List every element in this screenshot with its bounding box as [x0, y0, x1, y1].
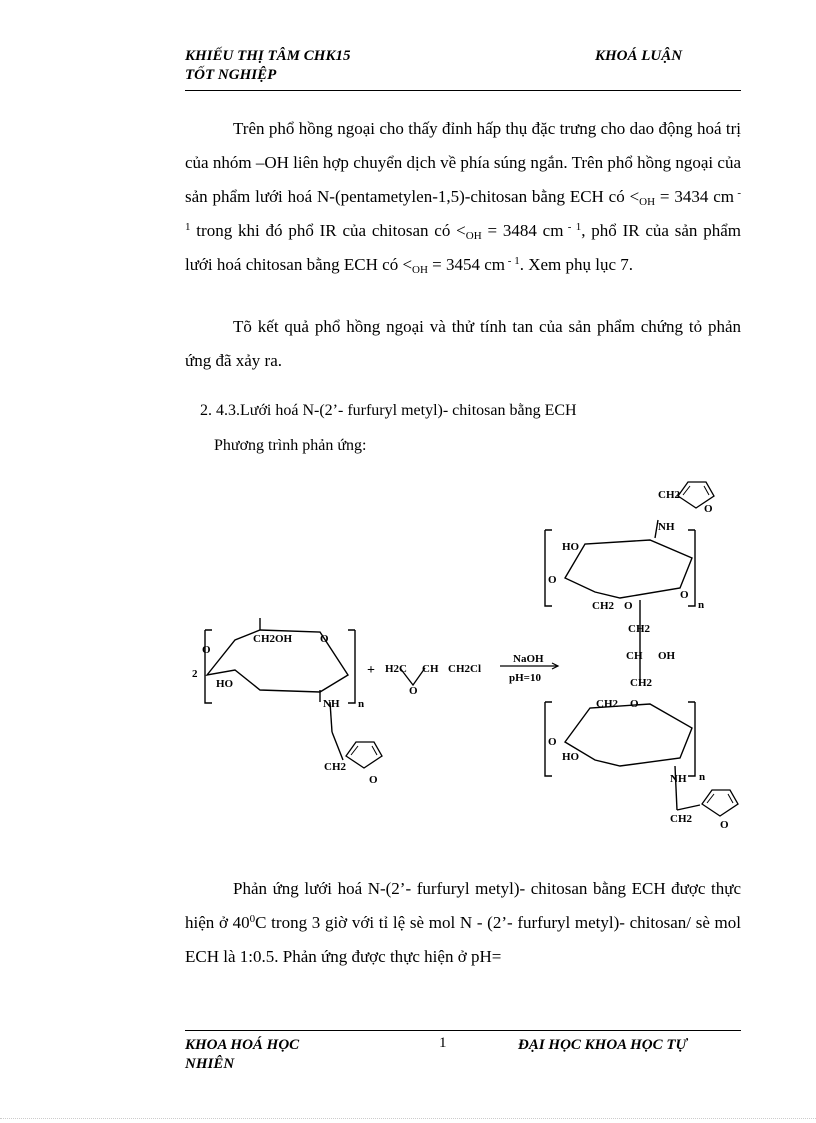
- reaction-conditions: [509, 653, 544, 684]
- svg-text:CH2: CH2: [596, 698, 618, 710]
- svg-text:O: O: [369, 774, 378, 786]
- svg-text:NaOH: NaOH: [513, 653, 544, 665]
- svg-text:CH: CH: [422, 663, 439, 675]
- svg-text:O: O: [704, 503, 713, 515]
- svg-text:CH2OH: CH2OH: [253, 633, 293, 645]
- svg-text:NH: NH: [670, 773, 687, 785]
- reaction-scheme: [180, 470, 760, 850]
- svg-text:H2C: H2C: [385, 663, 407, 675]
- svg-text:pH=10: pH=10: [509, 672, 541, 684]
- svg-text:n: n: [699, 771, 706, 783]
- svg-text:O: O: [720, 819, 729, 831]
- product-crosslinked: [545, 482, 738, 816]
- paragraph-reaction-conditions: Phản ứng lưới hoá N-(2’- furfuryl metyl)- chitosan bằng ECH được thực hiện ở $40^0C$ trong 3 giờ với tỉ lệ sè mol N - (2’- furfuryl metyl)- chitosan/ sè mol ECH là 1:0.5. Phản ứng được thực hiện ở pH=: [185, 879, 742, 966]
- header-author: KHIẾU THỊ TÂM CHK15: [185, 48, 351, 64]
- footer-rule: [185, 1030, 741, 1031]
- svg-text:+: +: [367, 663, 375, 678]
- svg-text:NH: NH: [323, 698, 340, 710]
- svg-text:CH: CH: [626, 650, 643, 662]
- paragraph-conclusion: Tõ kết quả phổ hồng ngoại và thử tính tan của sản phẩm chứng tỏ phản ứng đã xảy ra.: [185, 317, 741, 370]
- svg-text:O: O: [680, 589, 689, 601]
- svg-text:CH2: CH2: [592, 600, 614, 612]
- svg-text:OH: OH: [658, 650, 676, 662]
- reagent-ech-labels: [385, 663, 481, 697]
- svg-text:O: O: [630, 698, 639, 710]
- footer-university: ĐẠI HỌC KHOA HỌC TỰ: [518, 1037, 688, 1053]
- svg-text:CH2Cl: CH2Cl: [448, 663, 481, 675]
- reactant-labels: [192, 633, 378, 786]
- svg-text:CH2: CH2: [324, 761, 346, 773]
- svg-text:HO: HO: [216, 678, 234, 690]
- svg-text:O: O: [202, 644, 211, 656]
- svg-text:CH2: CH2: [670, 813, 692, 825]
- header-rule: [185, 90, 741, 91]
- section-heading: 2. 4.3.Lưới hoá N-(2’- furfuryl metyl)- chitosan bằng ECH: [200, 402, 577, 419]
- equation-label: Phương trình phản ứng:: [214, 437, 367, 454]
- svg-text:O: O: [548, 736, 557, 748]
- svg-text:n: n: [358, 698, 365, 710]
- page-edge: [0, 1118, 816, 1119]
- footer-faculty-line2: NHIÊN: [185, 1056, 235, 1072]
- footer-faculty: KHOA HOÁ HỌC: [185, 1037, 300, 1053]
- svg-text:HO: HO: [562, 541, 580, 553]
- svg-text:O: O: [548, 574, 557, 586]
- svg-text:CH2: CH2: [630, 677, 652, 689]
- reactant-chitosan: [205, 618, 382, 768]
- svg-text:O: O: [320, 633, 329, 645]
- svg-text:HO: HO: [562, 751, 580, 763]
- svg-text:CH2: CH2: [628, 623, 650, 635]
- reaction-scheme-svg: [180, 470, 760, 850]
- svg-text:O: O: [624, 600, 633, 612]
- page-number: 1: [439, 1035, 447, 1051]
- svg-text:CH2: CH2: [658, 489, 680, 501]
- svg-text:NH: NH: [658, 521, 675, 533]
- paragraph-ir-spectrum: Trên phổ hồng ngoại cho thấy đỉnh hấp thụ đặc trưng cho dao động hoá trị của nhóm –OH liên hợp chuyển dịch về phía súng ngắn. Trên phổ hồng ngoại của sản phẩm lưới hoá N-(pentametylen-1,5)-chitosan bằng ECH có $<_{OH} = 3434$ cm $^{- 1}$ trong khi đó phổ IR của chitosan có $<_{OH} = 3484$ cm $^{- 1}$, phổ IR của sản phẩm lưới hoá chitosan bằng ECH có $<_{OH} = 3454$ cm $^{- 1}$. Xem phụ lục 7.: [185, 119, 742, 276]
- svg-text:n: n: [698, 599, 705, 611]
- header-author-line2: TỐT NGHIỆP: [185, 67, 277, 83]
- svg-text:O: O: [409, 685, 418, 697]
- header-doc-type: KHOÁ LUẬN: [595, 48, 683, 64]
- svg-text:2: 2: [192, 668, 198, 680]
